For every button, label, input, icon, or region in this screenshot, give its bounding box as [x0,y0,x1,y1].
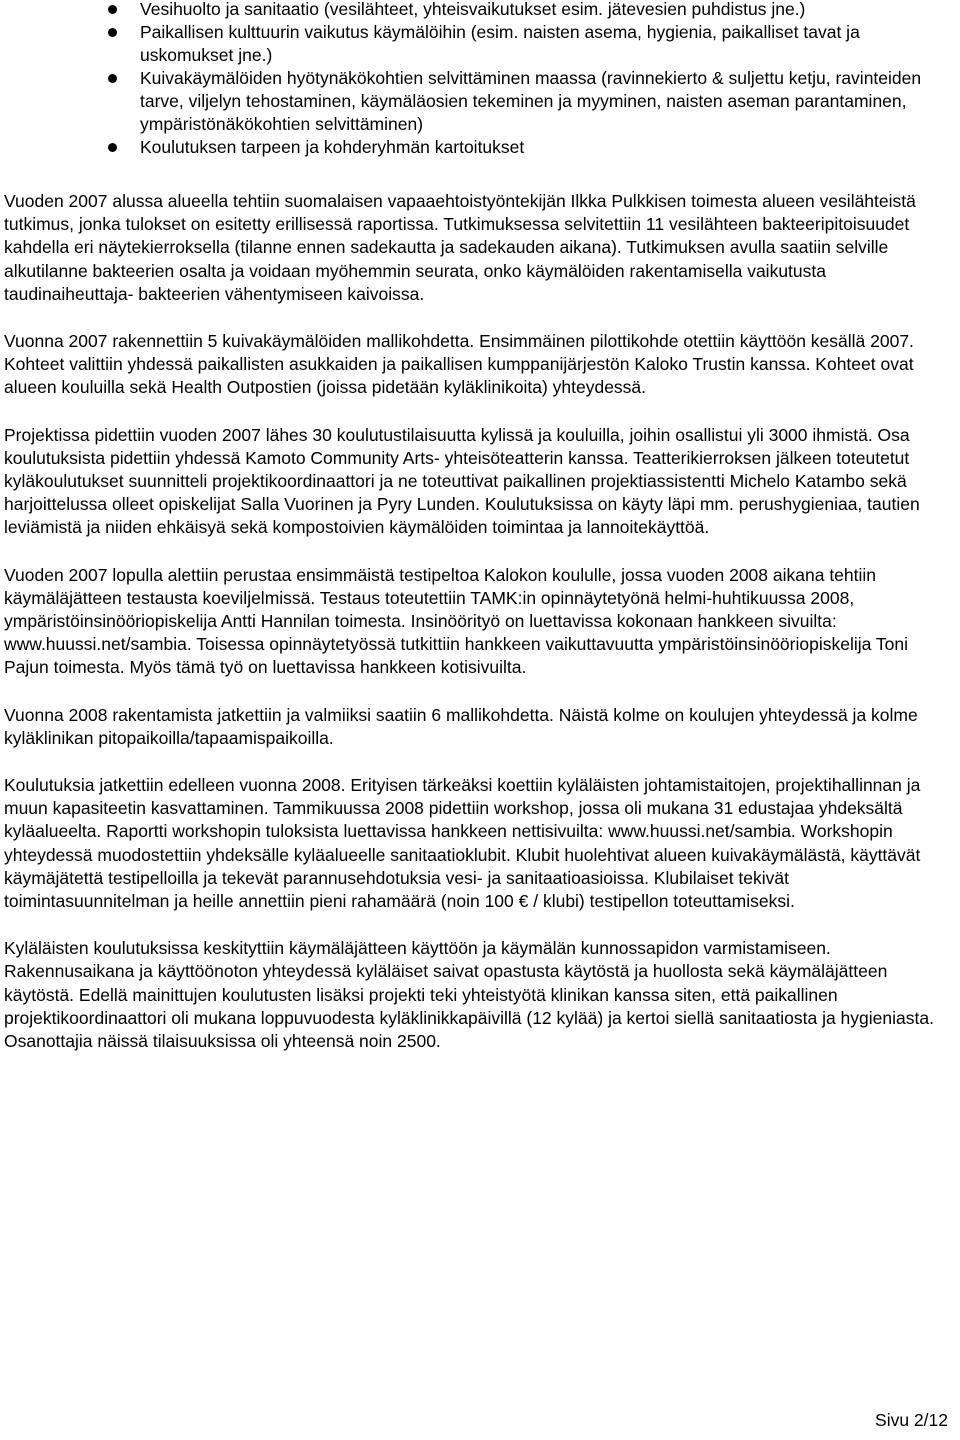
bullet-list [0,0,960,159]
paragraph-pilot-toilets-2007: Vuonna 2007 rakennettiin 5 kuivakäymälöiden mallikohdetta. Ensimmäinen pilottikohde otettiin käyttöön kesällä 2007. Kohteet valittiin yhdessä paikallisten asukkaiden ja paikallisen kumppanijärjestön Kaloko Trustin kanssa. Kohteet ovat alueen kouluilla sekä Health Outpostien (joissa pidetään kyläklinikoita) yhteydessä. [4,331,914,398]
paragraph-water-study: Vuoden 2007 alussa alueella tehtiin suomalaisen vapaaehtoistyöntekijän Ilkka Pulkkisen toimesta alueen vesilähteistä tutkimus, jonka tulokset on esitetty erillisessä raportissa. Tutkimuksessa selvitettiin 11 vesilähteen bakteeripitoisuudet kahdella eri näytekierroksella (tilanne ennen sadekautta ja sadekauden aikana). Tutkimuksen avulla saatiin selville alkutilanne bakteerien osalta ja voidaan myöhemmin seurata, onko käymälöiden rakentamisella vaikutusta taudinaiheuttaja- bakteerien vähentymiseen kaivoissa. [4,191,916,304]
paragraph-village-trainings: Kyläläisten koulutuksissa keskityttiin käymäläjätteen käyttöön ja käymälän kunnossapidon varmistamiseen. Rakennusaikana ja käyttöönoton yhteydessä kyläläiset saivat opastusta käytöstä ja huollosta sekä käymäläjätteen käytöstä. Edellä mainittujen koulutusten lisäksi projekti teki yhteistyötä klinikan kanssa siten, että paikallinen projektikoordinaattori oli mukana loppuvuodesta kyläklinikkapäivillä (12 kylää) ja kertoi siellä sanitaatiosta ja hygieniasta. Osanottajia näissä tilaisuuksissa oli yhteensä noin 2500. [4,938,934,1052]
paragraph-trainings-2007: Projektissa pidettiin vuoden 2007 lähes 30 koulutustilaisuutta kylissä ja kouluilla, joihin osallistui yli 3000 ihmistä. Osa koulutuksista pidettiin yhdessä Kamoto Community Arts- yhteisöteatterin kanssa. Teatterikierroksen jälkeen toteutetut kyläkoulutukset suunnitteli projektikoordinaattori ja ne toteuttivat paikallinen projektiassistentti Michelo Katambo sekä harjoittelussa olleet opiskelijat Salla Vuorinen ja Pyry Lunden. Koulutuksissa on käyty läpi mm. perushygieniaa, tautien leviämistä ja niiden ehkäisyä sekä kompostoivien käymälöiden toimintaa ja lannoitekäyttöä. [4,424,920,538]
bullet-dot-icon [108,28,117,37]
body-text [0,190,950,1077]
bullet-text: Vesihuolto ja sanitaatio (vesilähteet, yhteisvaikutukset esim. jätevesien puhdistus jne.) [140,0,806,19]
bullet-text: Kuivakäymälöiden hyötynäkökohtien selvittäminen maassa (ravinnekierto & suljettu ketju, ravinteiden tarve, viljelyn tehostaminen, käymäläosien tekeminen ja myyminen, naisten aseman parantaminen, ympäristönäkökohtien selvittäminen) [140,68,922,134]
bullet-item [0,136,960,159]
bullet-item [0,21,960,67]
paragraph-construction-2008: Vuonna 2008 rakentamista jatkettiin ja valmiiksi saatiin 6 mallikohdetta. Näistä kolme on koulujen yhteydessä ja kolme kyläklinikan pitopaikoilla/tapaamispaikoilla. [4,704,918,748]
bullet-dot-icon [108,143,117,152]
bullet-item [0,67,960,136]
bullet-text: Koulutuksen tarpeen ja kohderyhmän kartoitukset [140,137,525,157]
paragraph-test-field: Vuoden 2007 lopulla alettiin perustaa ensimmäistä testipeltoa Kalokon koululle, jossa vuoden 2008 aikana tehtiin käymäläjätteen testausta koeviljelmissä. Testaus toteutettiin TAMK:in opinnäytetyönä helmi-huhtikuussa 2008, ympäristöinsinööriopiskelija Antti Hannilan toimesta. Insinöörityö on luettavissa kokonaan hankkeen sivuilta: www.huussi.net/sambia. Toisessa opinnäytetyössä tutkittiin hankkeen vaikuttavuutta ympäristöinsinööriopiskelija Toni Pajun toimesta. Myös tämä työ on luettavissa hankkeen kotisivuilta. [4,564,909,678]
bullet-dot-icon [108,74,117,83]
bullet-text: Paikallisen kulttuurin vaikutus käymälöihin (esim. naisten asema, hygienia, paikalliset tavat ja uskomukset jne.) [140,22,860,65]
page-number: Sivu 2/12 [875,1410,948,1430]
bullet-dot-icon [108,5,117,14]
paragraph-trainings-2008: Koulutuksia jatkettiin edelleen vuonna 2008. Erityisen tärkeäksi koettiin kyläläisten johtamistaitojen, projektihallinnan ja muun kapasiteetin kasvattaminen. Tammikuussa 2008 pidettiin workshop, jossa oli mukana 31 edustajaa yhdeksältä kyläalueelta. Raportti workshopin tuloksista luettavissa hankkeen nettisivuilta: www.huussi.net/sambia. Workshopin yhteydessä muodostettiin yhdeksälle kyläalueelle sanitaatioklubit. Klubit huolehtivat alueen kuivakäymälästä, käyttävät käymäjätettä testipelloilla ja tekevät parannusehdotuksia vesi- ja sanitaatioasioissa. Klubilaiset tekivät toimintasuunnitelman ja heille annettiin pieni rahamäärä (noin 100 € / klubi) testipellon toteuttamiseksi. [4,775,921,912]
bullet-item [0,0,960,21]
